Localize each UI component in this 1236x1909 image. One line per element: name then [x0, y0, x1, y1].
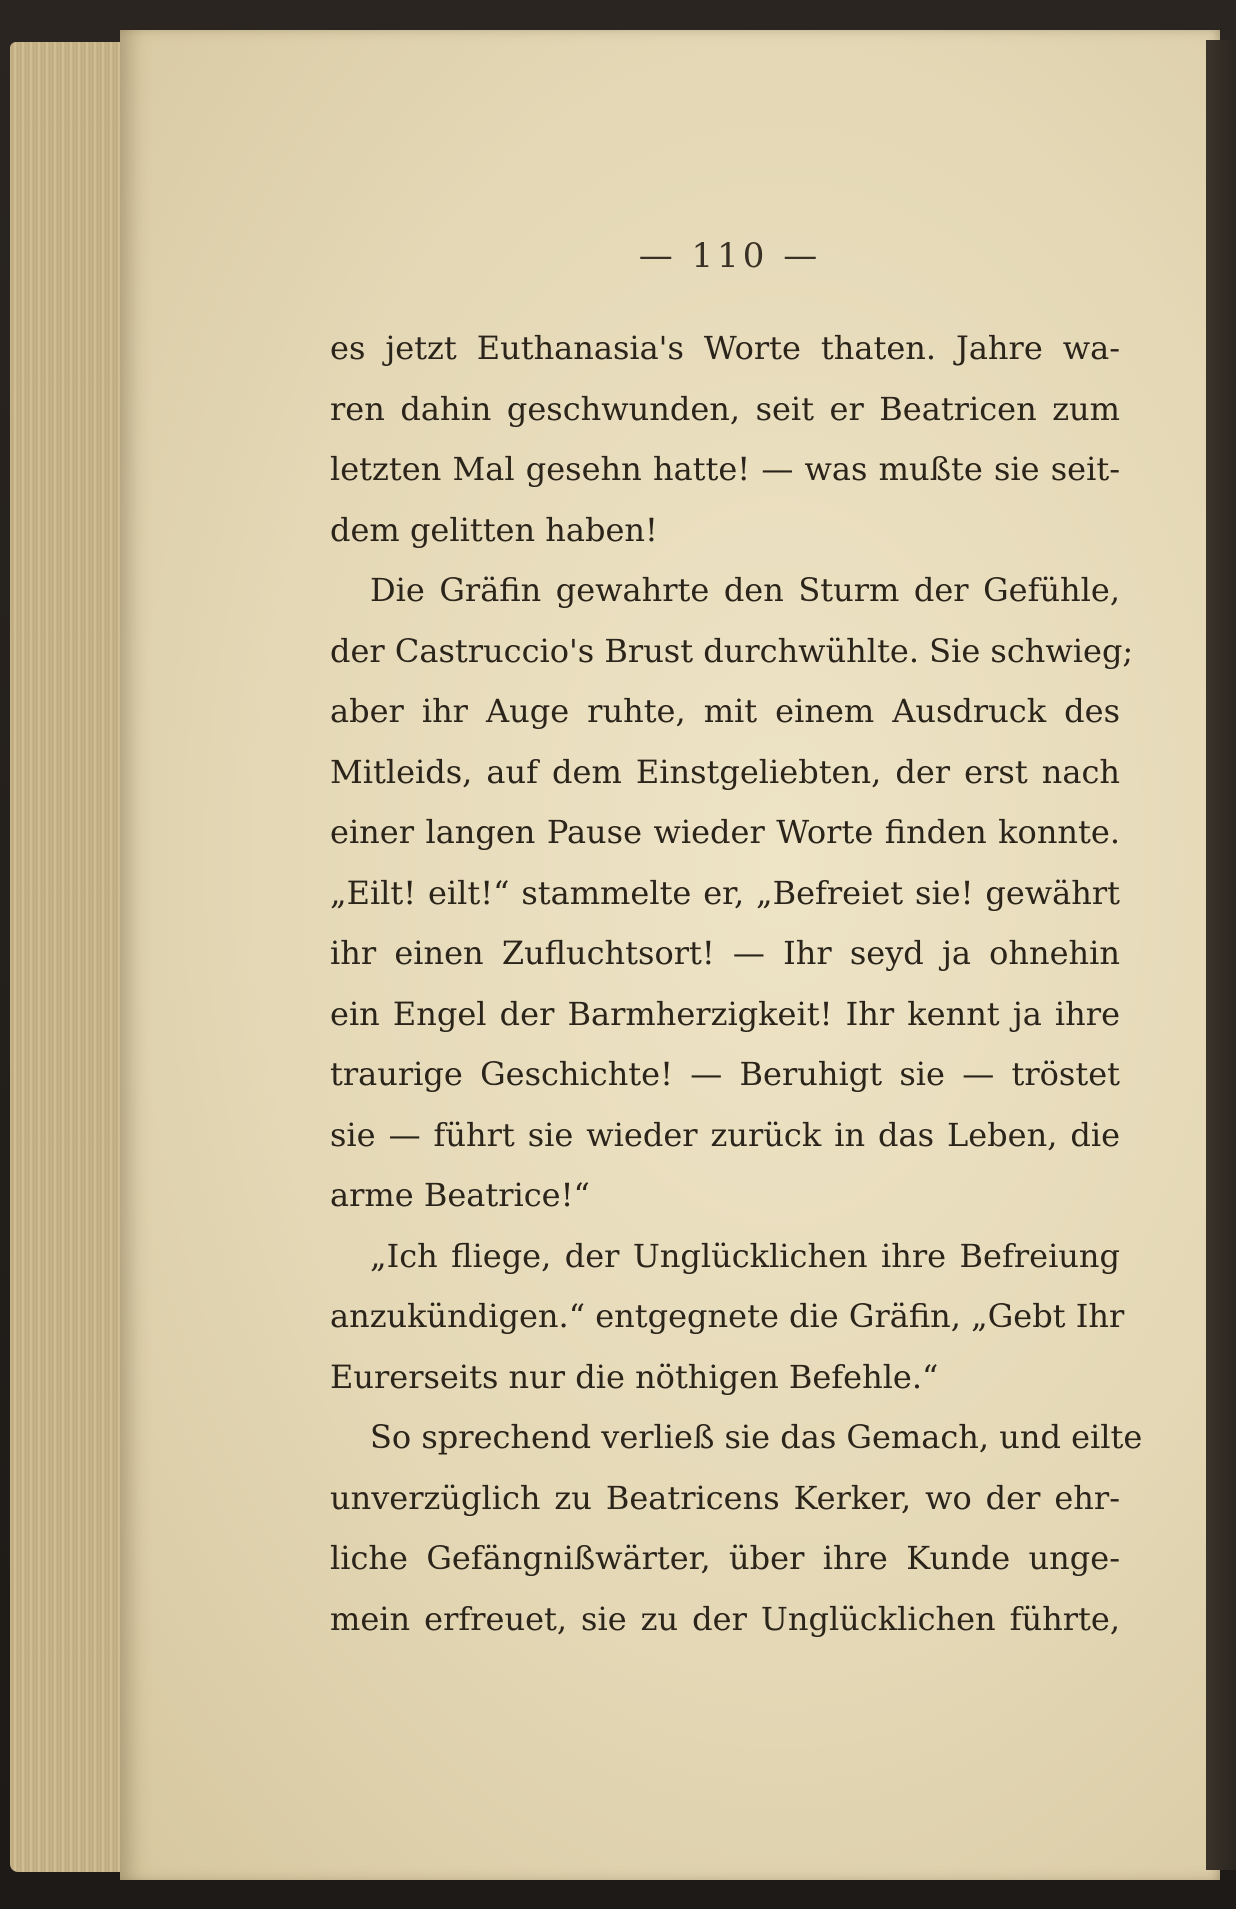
- body-text: [330, 318, 1143, 1649]
- text-line: dem gelitten haben!: [330, 510, 658, 549]
- text-line: sie — führt sie wieder zurück in das Leben, die: [330, 1115, 1120, 1154]
- text-line: einer langen Pause wieder Worte finden konnte.: [330, 813, 1120, 851]
- text-line: aber ihr Auge ruhte, mit einem Ausdruck des: [330, 692, 1120, 730]
- text-line: Mitleids, auf dem Einstgeliebten, der erst nach: [330, 752, 1120, 791]
- text-line: arme Beatrice!“: [330, 1176, 590, 1214]
- text-line: anzukündigen.“ entgegnete die Gräfin, „Gebt Ihr: [330, 1297, 1125, 1335]
- text-line: unverzüglich zu Beatricens Kerker, wo der ehr-: [330, 1478, 1120, 1517]
- text-line: ein Engel der Barmherzigkeit! Ihr kennt ja ihre: [330, 994, 1120, 1033]
- text-line: es jetzt Euthanasia's Worte thaten. Jahre wa-: [330, 329, 1120, 367]
- text-line: der Castruccio's Brust durchwühlte. Sie schwieg;: [330, 631, 1134, 670]
- text-line: letzten Mal gesehn hatte! — was mußte sie seit-: [330, 450, 1120, 488]
- text-line: Die Gräfin gewahrte den Sturm der Gefühle,: [370, 571, 1120, 609]
- text-line: ren dahin geschwunden, seit er Beatricen zum: [330, 389, 1120, 428]
- binding-edge: [1206, 40, 1236, 1870]
- text-line: traurige Geschichte! — Beruhigt sie — tröstet: [330, 1055, 1120, 1093]
- page-number: — 110 —: [638, 236, 822, 276]
- text-line: Eurerseits nur die nöthigen Befehle.“: [330, 1357, 939, 1396]
- text-line: liche Gefängnißwärter, über ihre Kunde unge-: [330, 1539, 1120, 1577]
- text-line: „Eilt! eilt!“ stammelte er, „Befreiet sie! gewährt: [330, 873, 1120, 912]
- text-line: mein erfreuet, sie zu der Unglücklichen führte,: [330, 1599, 1120, 1638]
- text-line: ihr einen Zufluchtsort! — Ihr seyd ja ohnehin: [330, 934, 1120, 972]
- text-line: „Ich fliege, der Unglücklichen ihre Befreiung: [370, 1236, 1120, 1275]
- text-line: So sprechend verließ sie das Gemach, und eilte: [370, 1418, 1143, 1456]
